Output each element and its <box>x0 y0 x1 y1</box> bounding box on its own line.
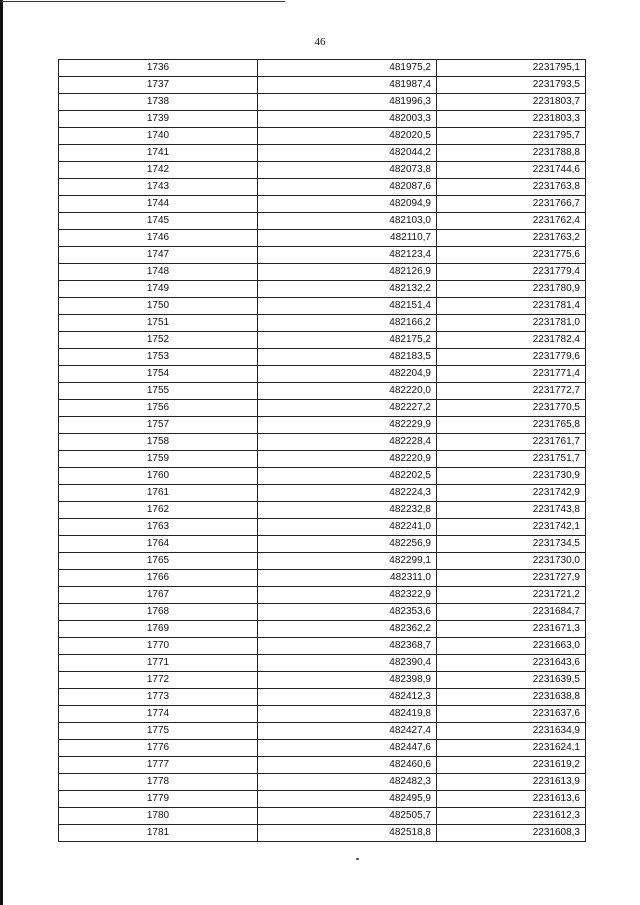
x-coordinate-cell: 482220,9 <box>258 451 437 468</box>
table-row <box>59 264 586 281</box>
x-coordinate-cell: 482094,9 <box>258 196 437 213</box>
y-coordinate-cell: 2231780,9 <box>437 281 586 298</box>
point-number-cell: 1753 <box>59 349 258 366</box>
point-number-cell: 1771 <box>59 655 258 672</box>
table-row <box>59 196 586 213</box>
y-coordinate-cell: 2231751,7 <box>437 451 586 468</box>
table-row <box>59 111 586 128</box>
y-coordinate-cell: 2231730,9 <box>437 468 586 485</box>
table-row <box>59 332 586 349</box>
x-coordinate-cell: 482256,9 <box>258 536 437 553</box>
table-row <box>59 451 586 468</box>
y-coordinate-cell: 2231779,4 <box>437 264 586 281</box>
point-number-cell: 1749 <box>59 281 258 298</box>
point-number-cell: 1777 <box>59 757 258 774</box>
table-row <box>59 247 586 264</box>
y-coordinate-cell: 2231775,6 <box>437 247 586 264</box>
x-coordinate-cell: 482495,9 <box>258 791 437 808</box>
point-number-cell: 1756 <box>59 400 258 417</box>
x-coordinate-cell: 482311,0 <box>258 570 437 587</box>
table-row <box>59 536 586 553</box>
point-number-cell: 1748 <box>59 264 258 281</box>
x-coordinate-cell: 482322,9 <box>258 587 437 604</box>
table-row <box>59 485 586 502</box>
x-coordinate-cell: 482132,2 <box>258 281 437 298</box>
x-coordinate-cell: 482228,4 <box>258 434 437 451</box>
x-coordinate-cell: 482518,8 <box>258 825 437 842</box>
point-number-cell: 1755 <box>59 383 258 400</box>
top-rule <box>0 1 285 2</box>
x-coordinate-cell: 482020,5 <box>258 128 437 145</box>
table-row <box>59 774 586 791</box>
table-row <box>59 94 586 111</box>
point-number-cell: 1770 <box>59 638 258 655</box>
table-row <box>59 621 586 638</box>
y-coordinate-cell: 2231770,5 <box>437 400 586 417</box>
y-coordinate-cell: 2231763,8 <box>437 179 586 196</box>
point-number-cell: 1754 <box>59 366 258 383</box>
table-row <box>59 825 586 842</box>
y-coordinate-cell: 2231671,3 <box>437 621 586 638</box>
x-coordinate-cell: 482151,4 <box>258 298 437 315</box>
y-coordinate-cell: 2231763,2 <box>437 230 586 247</box>
point-number-cell: 1775 <box>59 723 258 740</box>
page-number: 46 <box>314 36 326 48</box>
table-row <box>59 434 586 451</box>
point-number-cell: 1742 <box>59 162 258 179</box>
x-coordinate-cell: 482390,4 <box>258 655 437 672</box>
y-coordinate-cell: 2231793,5 <box>437 77 586 94</box>
x-coordinate-cell: 482427,4 <box>258 723 437 740</box>
table-row <box>59 417 586 434</box>
y-coordinate-cell: 2231608,3 <box>437 825 586 842</box>
point-number-cell: 1781 <box>59 825 258 842</box>
point-number-cell: 1768 <box>59 604 258 621</box>
table-row <box>59 145 586 162</box>
coordinates-table <box>58 59 586 842</box>
x-coordinate-cell: 482227,2 <box>258 400 437 417</box>
y-coordinate-cell: 2231765,8 <box>437 417 586 434</box>
y-coordinate-cell: 2231779,6 <box>437 349 586 366</box>
point-number-cell: 1765 <box>59 553 258 570</box>
table-row <box>59 400 586 417</box>
y-coordinate-cell: 2231730,0 <box>437 553 586 570</box>
table-row <box>59 366 586 383</box>
table-row <box>59 740 586 757</box>
y-coordinate-cell: 2231772,7 <box>437 383 586 400</box>
table-row <box>59 604 586 621</box>
x-coordinate-cell: 482229,9 <box>258 417 437 434</box>
x-coordinate-cell: 482220,0 <box>258 383 437 400</box>
point-number-cell: 1764 <box>59 536 258 553</box>
x-coordinate-cell: 482460,6 <box>258 757 437 774</box>
point-number-cell: 1751 <box>59 315 258 332</box>
point-number-cell: 1774 <box>59 706 258 723</box>
x-coordinate-cell: 482362,2 <box>258 621 437 638</box>
point-number-cell: 1744 <box>59 196 258 213</box>
y-coordinate-cell: 2231771,4 <box>437 366 586 383</box>
table-row <box>59 468 586 485</box>
x-coordinate-cell: 482175,2 <box>258 332 437 349</box>
table-row <box>59 213 586 230</box>
x-coordinate-cell: 482447,6 <box>258 740 437 757</box>
point-number-cell: 1767 <box>59 587 258 604</box>
table-row <box>59 502 586 519</box>
point-number-cell: 1763 <box>59 519 258 536</box>
table-row <box>59 281 586 298</box>
x-coordinate-cell: 482241,0 <box>258 519 437 536</box>
y-coordinate-cell: 2231613,6 <box>437 791 586 808</box>
table-row <box>59 791 586 808</box>
x-coordinate-cell: 482123,4 <box>258 247 437 264</box>
x-coordinate-cell: 482073,8 <box>258 162 437 179</box>
table-row <box>59 315 586 332</box>
stray-mark <box>356 858 359 860</box>
x-coordinate-cell: 482419,8 <box>258 706 437 723</box>
table-row <box>59 689 586 706</box>
table-row <box>59 706 586 723</box>
y-coordinate-cell: 2231638,8 <box>437 689 586 706</box>
x-coordinate-cell: 481996,3 <box>258 94 437 111</box>
y-coordinate-cell: 2231612,3 <box>437 808 586 825</box>
point-number-cell: 1761 <box>59 485 258 502</box>
point-number-cell: 1737 <box>59 77 258 94</box>
x-coordinate-cell: 482087,6 <box>258 179 437 196</box>
point-number-cell: 1747 <box>59 247 258 264</box>
y-coordinate-cell: 2231781,0 <box>437 315 586 332</box>
table-row <box>59 808 586 825</box>
y-coordinate-cell: 2231788,8 <box>437 145 586 162</box>
point-number-cell: 1759 <box>59 451 258 468</box>
page-left-edge <box>0 0 3 905</box>
point-number-cell: 1779 <box>59 791 258 808</box>
y-coordinate-cell: 2231643,6 <box>437 655 586 672</box>
point-number-cell: 1766 <box>59 570 258 587</box>
point-number-cell: 1769 <box>59 621 258 638</box>
y-coordinate-cell: 2231637,6 <box>437 706 586 723</box>
table-row <box>59 230 586 247</box>
table-row <box>59 519 586 536</box>
x-coordinate-cell: 482299,1 <box>258 553 437 570</box>
point-number-cell: 1745 <box>59 213 258 230</box>
point-number-cell: 1772 <box>59 672 258 689</box>
x-coordinate-cell: 482505,7 <box>258 808 437 825</box>
x-coordinate-cell: 482126,9 <box>258 264 437 281</box>
point-number-cell: 1778 <box>59 774 258 791</box>
y-coordinate-cell: 2231742,1 <box>437 519 586 536</box>
table-row <box>59 553 586 570</box>
y-coordinate-cell: 2231795,1 <box>437 60 586 77</box>
point-number-cell: 1780 <box>59 808 258 825</box>
point-number-cell: 1743 <box>59 179 258 196</box>
table-row <box>59 128 586 145</box>
x-coordinate-cell: 482202,5 <box>258 468 437 485</box>
x-coordinate-cell: 482103,0 <box>258 213 437 230</box>
table-row <box>59 60 586 77</box>
point-number-cell: 1740 <box>59 128 258 145</box>
y-coordinate-cell: 2231762,4 <box>437 213 586 230</box>
y-coordinate-cell: 2231761,7 <box>437 434 586 451</box>
x-coordinate-cell: 481987,4 <box>258 77 437 94</box>
table-row <box>59 77 586 94</box>
point-number-cell: 1760 <box>59 468 258 485</box>
point-number-cell: 1758 <box>59 434 258 451</box>
point-number-cell: 1752 <box>59 332 258 349</box>
point-number-cell: 1741 <box>59 145 258 162</box>
x-coordinate-cell: 482412,3 <box>258 689 437 706</box>
table-row <box>59 179 586 196</box>
table-row <box>59 162 586 179</box>
table-row <box>59 298 586 315</box>
x-coordinate-cell: 482204,9 <box>258 366 437 383</box>
y-coordinate-cell: 2231619,2 <box>437 757 586 774</box>
point-number-cell: 1776 <box>59 740 258 757</box>
x-coordinate-cell: 482183,5 <box>258 349 437 366</box>
point-number-cell: 1750 <box>59 298 258 315</box>
table-row <box>59 570 586 587</box>
x-coordinate-cell: 482003,3 <box>258 111 437 128</box>
y-coordinate-cell: 2231742,9 <box>437 485 586 502</box>
point-number-cell: 1736 <box>59 60 258 77</box>
y-coordinate-cell: 2231727,9 <box>437 570 586 587</box>
table-row <box>59 587 586 604</box>
y-coordinate-cell: 2231744,6 <box>437 162 586 179</box>
point-number-cell: 1773 <box>59 689 258 706</box>
table-row <box>59 757 586 774</box>
y-coordinate-cell: 2231684,7 <box>437 604 586 621</box>
y-coordinate-cell: 2231734,5 <box>437 536 586 553</box>
table-row <box>59 383 586 400</box>
y-coordinate-cell: 2231781,4 <box>437 298 586 315</box>
y-coordinate-cell: 2231795,7 <box>437 128 586 145</box>
table-row <box>59 672 586 689</box>
y-coordinate-cell: 2231766,7 <box>437 196 586 213</box>
x-coordinate-cell: 482398,9 <box>258 672 437 689</box>
x-coordinate-cell: 482353,6 <box>258 604 437 621</box>
y-coordinate-cell: 2231624,1 <box>437 740 586 757</box>
y-coordinate-cell: 2231782,4 <box>437 332 586 349</box>
x-coordinate-cell: 482166,2 <box>258 315 437 332</box>
y-coordinate-cell: 2231639,5 <box>437 672 586 689</box>
y-coordinate-cell: 2231743,8 <box>437 502 586 519</box>
point-number-cell: 1739 <box>59 111 258 128</box>
table-row <box>59 723 586 740</box>
x-coordinate-cell: 481975,2 <box>258 60 437 77</box>
x-coordinate-cell: 482110,7 <box>258 230 437 247</box>
point-number-cell: 1738 <box>59 94 258 111</box>
point-number-cell: 1757 <box>59 417 258 434</box>
y-coordinate-cell: 2231663,0 <box>437 638 586 655</box>
x-coordinate-cell: 482482,3 <box>258 774 437 791</box>
x-coordinate-cell: 482044,2 <box>258 145 437 162</box>
y-coordinate-cell: 2231613,9 <box>437 774 586 791</box>
table-row <box>59 655 586 672</box>
y-coordinate-cell: 2231803,3 <box>437 111 586 128</box>
x-coordinate-cell: 482224,3 <box>258 485 437 502</box>
table-row <box>59 349 586 366</box>
coordinates-table-body <box>59 60 586 842</box>
x-coordinate-cell: 482232,8 <box>258 502 437 519</box>
y-coordinate-cell: 2231634,9 <box>437 723 586 740</box>
y-coordinate-cell: 2231721,2 <box>437 587 586 604</box>
x-coordinate-cell: 482368,7 <box>258 638 437 655</box>
y-coordinate-cell: 2231803,7 <box>437 94 586 111</box>
table-row <box>59 638 586 655</box>
point-number-cell: 1746 <box>59 230 258 247</box>
point-number-cell: 1762 <box>59 502 258 519</box>
